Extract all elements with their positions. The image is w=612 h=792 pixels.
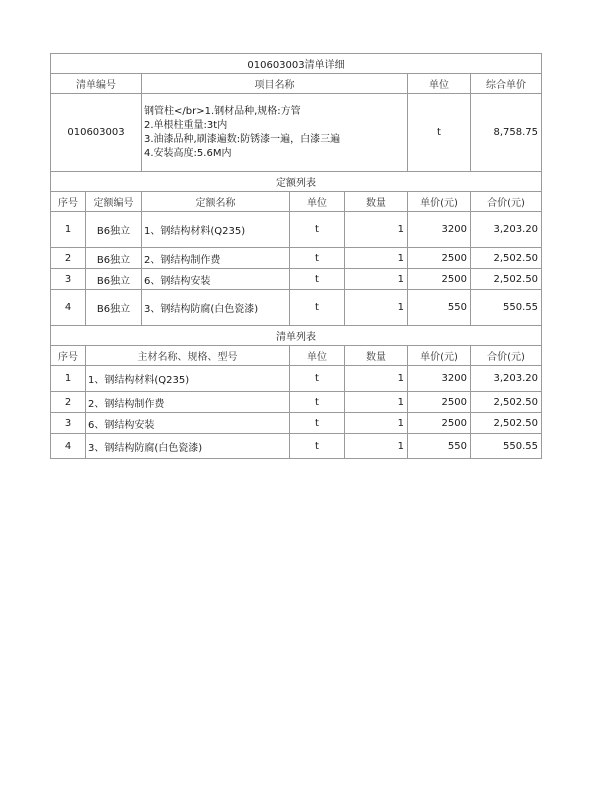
row-unit: t bbox=[290, 269, 345, 290]
row-unit-price: 3200 bbox=[408, 366, 471, 392]
table-row bbox=[51, 269, 542, 290]
materials-table bbox=[50, 325, 542, 459]
row-no: 4 bbox=[51, 434, 86, 459]
row-no: 2 bbox=[51, 392, 86, 413]
header-unit: 单位 bbox=[290, 192, 345, 212]
item-description bbox=[142, 94, 408, 172]
row-unit: t bbox=[290, 212, 345, 248]
row-name: 6、钢结构安装 bbox=[86, 413, 290, 434]
row-name: 3、钢结构防腐(白色瓷漆) bbox=[142, 290, 290, 326]
header-quota-name: 定额名称 bbox=[142, 192, 290, 212]
table-row bbox=[51, 392, 542, 413]
description-line: 4.安装高度:5.6M内 bbox=[144, 147, 232, 159]
table-row bbox=[51, 212, 542, 248]
header-unit-price: 单价(元) bbox=[408, 346, 471, 366]
row-unit-price: 2500 bbox=[408, 269, 471, 290]
row-qty: 1 bbox=[345, 212, 408, 248]
row-no: 4 bbox=[51, 290, 86, 326]
row-no: 3 bbox=[51, 269, 86, 290]
row-name: 3、钢结构防腐(白色瓷漆) bbox=[86, 434, 290, 459]
list-detail-title: 010603003清单详细 bbox=[51, 54, 542, 74]
description-line: 钢管柱</br>1.钢材品种,规格:方管 bbox=[144, 105, 301, 117]
header-no: 序号 bbox=[51, 192, 86, 212]
header-no: 序号 bbox=[51, 346, 86, 366]
row-unit: t bbox=[290, 290, 345, 326]
quota-table bbox=[50, 171, 542, 326]
row-unit: t bbox=[290, 248, 345, 269]
list-unit: t bbox=[408, 94, 471, 172]
row-code: B6独立 bbox=[86, 269, 142, 290]
row-total: 2,502.50 bbox=[471, 413, 542, 434]
header-unit: 单位 bbox=[290, 346, 345, 366]
list-price: 8,758.75 bbox=[471, 94, 542, 172]
row-name: 1、钢结构材料(Q235) bbox=[142, 212, 290, 248]
row-no: 2 bbox=[51, 248, 86, 269]
row-unit-price: 2500 bbox=[408, 392, 471, 413]
row-name: 2、钢结构制作费 bbox=[142, 248, 290, 269]
row-qty: 1 bbox=[345, 248, 408, 269]
header-total: 合价(元) bbox=[471, 192, 542, 212]
row-total: 2,502.50 bbox=[471, 392, 542, 413]
header-total: 合价(元) bbox=[471, 346, 542, 366]
row-unit: t bbox=[290, 434, 345, 459]
row-qty: 1 bbox=[345, 290, 408, 326]
header-qty: 数量 bbox=[345, 346, 408, 366]
header-material-name: 主材名称、规格、型号 bbox=[86, 346, 290, 366]
header-unit-price: 单价(元) bbox=[408, 192, 471, 212]
row-unit-price: 550 bbox=[408, 434, 471, 459]
table-row bbox=[51, 434, 542, 459]
table-row bbox=[51, 366, 542, 392]
header-unit: 单位 bbox=[408, 74, 471, 94]
row-unit-price: 2500 bbox=[408, 248, 471, 269]
row-no: 1 bbox=[51, 212, 86, 248]
row-code: B6独立 bbox=[86, 248, 142, 269]
header-quota-code: 定额编号 bbox=[86, 192, 142, 212]
row-unit: t bbox=[290, 413, 345, 434]
row-total: 550.55 bbox=[471, 290, 542, 326]
row-total: 2,502.50 bbox=[471, 248, 542, 269]
row-unit-price: 3200 bbox=[408, 212, 471, 248]
header-qty: 数量 bbox=[345, 192, 408, 212]
row-code: B6独立 bbox=[86, 212, 142, 248]
row-qty: 1 bbox=[345, 434, 408, 459]
row-qty: 1 bbox=[345, 392, 408, 413]
row-no: 1 bbox=[51, 366, 86, 392]
header-composite-price: 综合单价 bbox=[471, 74, 542, 94]
header-list-code: 清单编号 bbox=[51, 74, 142, 94]
table-row bbox=[51, 248, 542, 269]
table-row bbox=[51, 290, 542, 326]
row-name: 1、钢结构材料(Q235) bbox=[86, 366, 290, 392]
row-total: 2,502.50 bbox=[471, 269, 542, 290]
row-total: 3,203.20 bbox=[471, 366, 542, 392]
header-item-name: 项目名称 bbox=[142, 74, 408, 94]
row-code: B6独立 bbox=[86, 290, 142, 326]
list-item-row bbox=[51, 94, 542, 172]
description-line: 2.单根柱重量:3t内 bbox=[144, 119, 228, 131]
row-total: 550.55 bbox=[471, 434, 542, 459]
list-code: 010603003 bbox=[51, 94, 142, 172]
materials-title: 清单列表 bbox=[51, 326, 542, 346]
row-qty: 1 bbox=[345, 413, 408, 434]
row-unit: t bbox=[290, 392, 345, 413]
list-detail-table bbox=[50, 53, 542, 172]
row-name: 6、钢结构安装 bbox=[142, 269, 290, 290]
description-line: 3.油漆品种,刷漆遍数:防锈漆一遍，白漆三遍 bbox=[144, 133, 341, 145]
row-name: 2、钢结构制作费 bbox=[86, 392, 290, 413]
row-no: 3 bbox=[51, 413, 86, 434]
table-row bbox=[51, 413, 542, 434]
row-qty: 1 bbox=[345, 366, 408, 392]
row-unit-price: 550 bbox=[408, 290, 471, 326]
row-qty: 1 bbox=[345, 269, 408, 290]
quota-title: 定额列表 bbox=[51, 172, 542, 192]
row-unit-price: 2500 bbox=[408, 413, 471, 434]
row-unit: t bbox=[290, 366, 345, 392]
row-total: 3,203.20 bbox=[471, 212, 542, 248]
